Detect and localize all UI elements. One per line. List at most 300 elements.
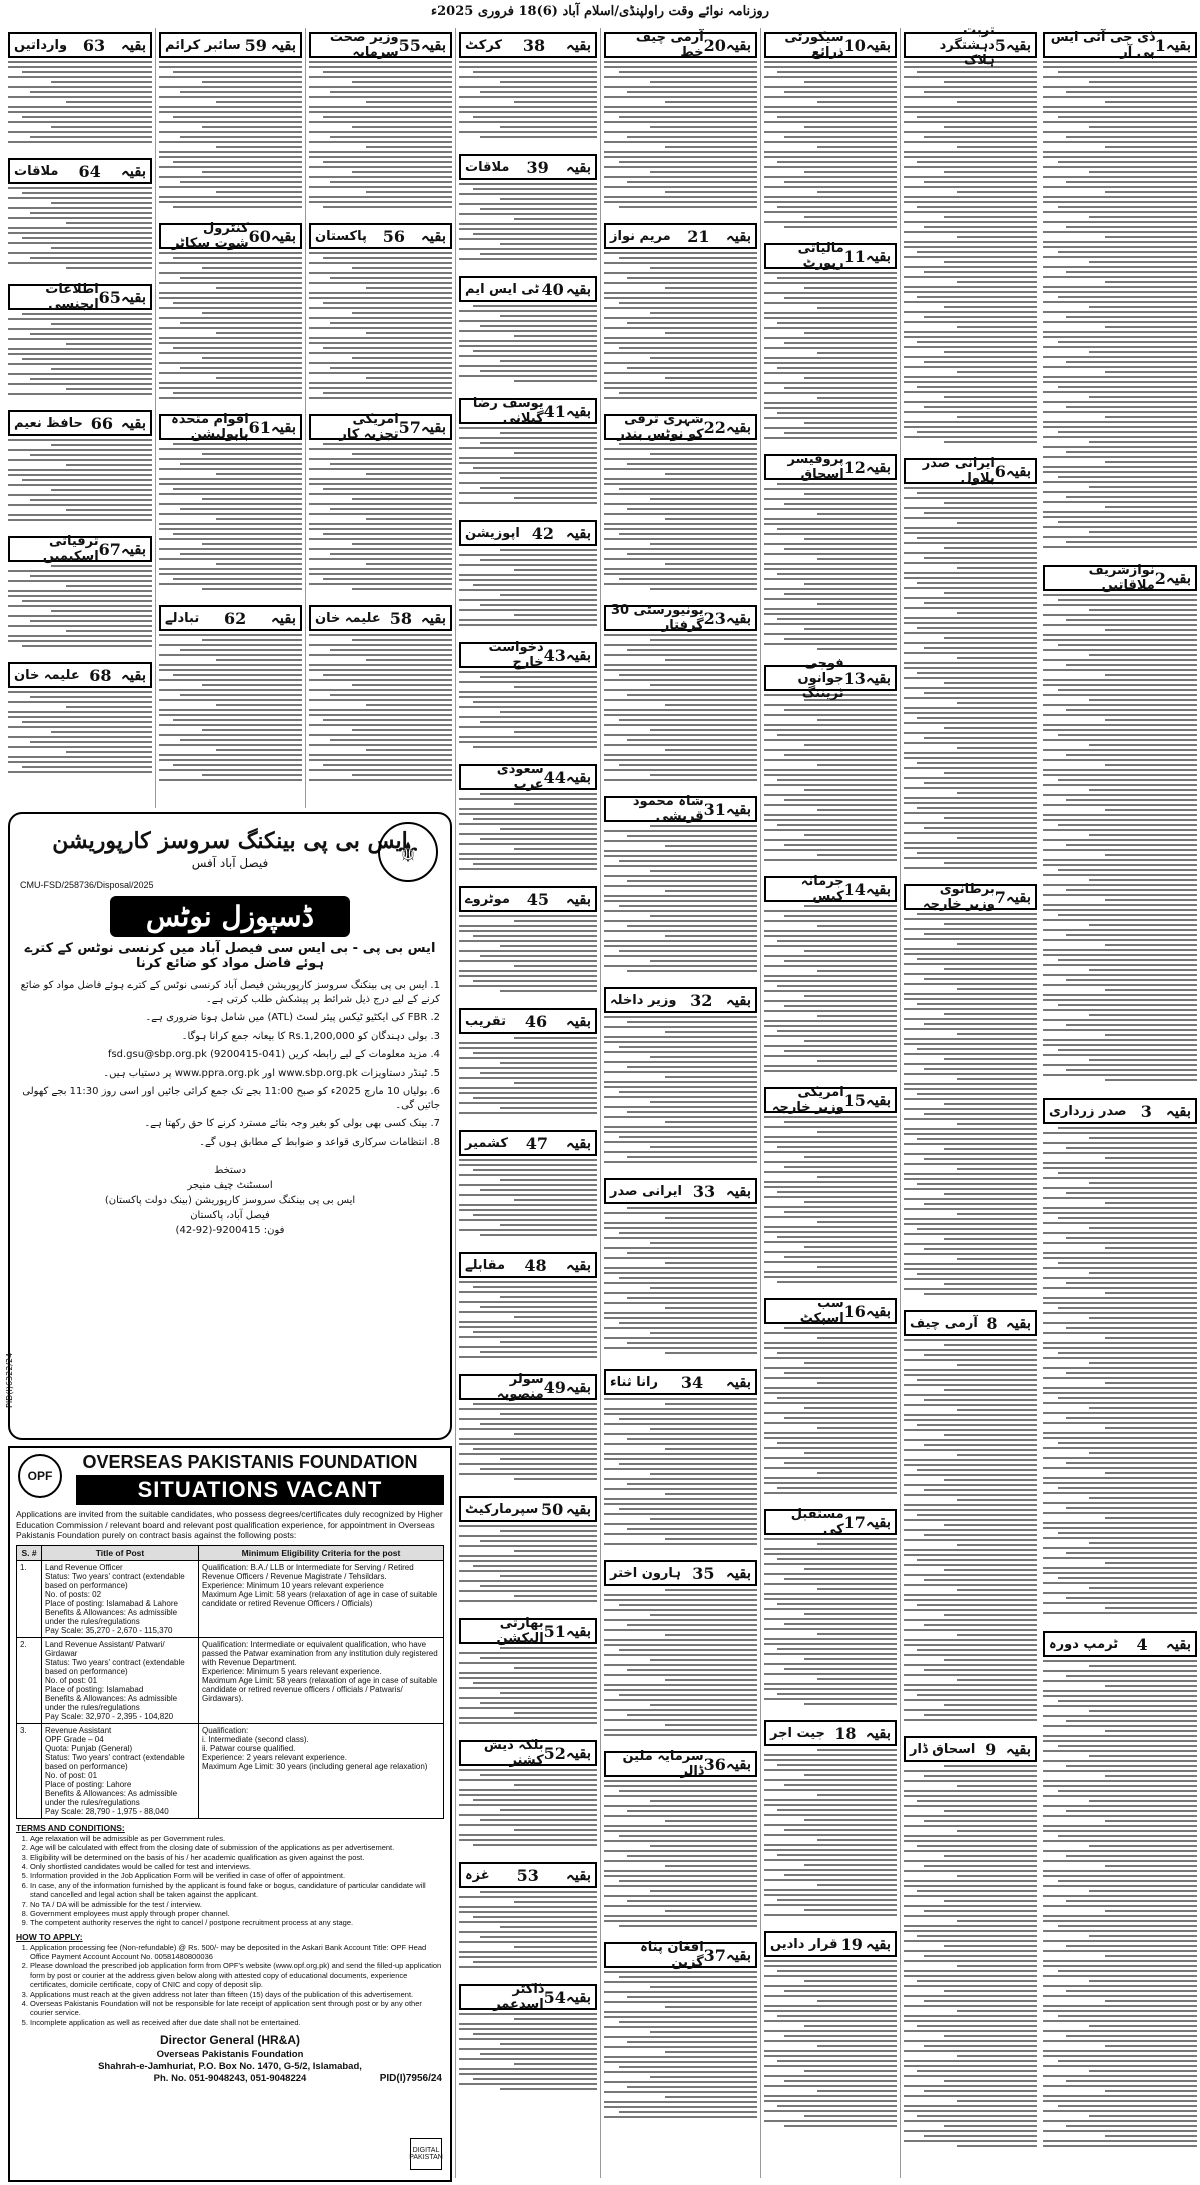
text-line <box>473 1286 597 1288</box>
text-line <box>173 392 302 394</box>
text-line <box>514 965 597 967</box>
text-line <box>1066 1237 1197 1239</box>
text-line <box>604 61 757 63</box>
text-line <box>627 1996 757 1998</box>
news-item-header <box>459 1252 597 1278</box>
news-item-title: شہری ترقی کو نوٹس بندر <box>617 412 704 442</box>
text-line <box>904 507 1037 509</box>
text-line <box>817 2045 897 2047</box>
text-line <box>1058 644 1197 646</box>
text-line <box>1043 1527 1197 1529</box>
text-line <box>764 1181 897 1183</box>
text-line <box>459 1087 597 1089</box>
text-line <box>1105 146 1197 148</box>
text-line <box>459 1707 597 1709</box>
text-line <box>604 644 757 646</box>
text-line <box>202 729 302 731</box>
text-line <box>904 993 1037 995</box>
text-line <box>1043 954 1197 956</box>
text-line <box>604 151 757 153</box>
text-line <box>323 719 452 721</box>
text-line <box>1105 1607 1197 1609</box>
baqiya-label: بقیہ <box>565 1378 591 1396</box>
text-line <box>764 201 897 203</box>
text-line <box>159 689 302 691</box>
text-line <box>804 950 897 952</box>
text-line <box>627 553 757 555</box>
text-line <box>473 1169 597 1171</box>
text-line <box>309 779 452 781</box>
text-line <box>604 1151 757 1153</box>
news-item-body <box>459 427 597 504</box>
text-line <box>917 1424 1037 1426</box>
text-line <box>8 111 152 113</box>
text-line <box>1089 924 1197 926</box>
text-line <box>627 1624 757 1626</box>
text-line <box>1043 76 1197 78</box>
text-line <box>159 724 302 726</box>
text-line <box>764 76 897 78</box>
text-line <box>459 696 597 698</box>
text-line <box>1089 1800 1197 1802</box>
text-line <box>904 1664 1037 1666</box>
text-line <box>309 121 452 123</box>
text-line <box>159 538 302 540</box>
text-line <box>330 463 452 465</box>
text-line <box>604 1805 757 1807</box>
text-line <box>1105 1820 1197 1822</box>
text-line <box>904 1369 1037 1371</box>
text-line <box>1105 854 1197 856</box>
text-line <box>309 548 452 550</box>
text-line <box>216 287 302 289</box>
news-item-header <box>8 662 152 688</box>
text-line <box>51 126 152 128</box>
text-line <box>904 1233 1037 1235</box>
text-line <box>784 1990 897 1992</box>
text-line <box>1043 141 1197 143</box>
text-line <box>514 803 597 805</box>
text-line <box>480 1657 597 1659</box>
text-line <box>904 542 1037 544</box>
news-item <box>904 884 1037 1304</box>
text-line <box>917 1469 1037 1471</box>
text-line <box>309 282 452 284</box>
text-line <box>604 2091 757 2093</box>
news-item-body <box>604 61 757 208</box>
news-item-number: 38 <box>522 35 546 55</box>
text-line <box>500 1179 597 1181</box>
text-line <box>917 2025 1037 2027</box>
text-line <box>904 1263 1037 1265</box>
text-line <box>323 302 452 304</box>
news-item-number: 56 <box>382 226 406 246</box>
text-line <box>1043 331 1197 333</box>
text-line <box>1089 171 1197 173</box>
news-item-header <box>604 414 757 440</box>
text-line <box>459 813 597 815</box>
text-line <box>22 237 152 239</box>
text-line <box>627 1252 757 1254</box>
news-item-number: 68 <box>89 665 112 685</box>
list-item: 5. Incomplete application as well as received after due date shall not be entertained. <box>30 2018 444 2027</box>
text-line <box>309 96 452 98</box>
text-line <box>500 81 597 83</box>
text-line <box>8 131 152 133</box>
text-line <box>627 2086 757 2088</box>
baqiya-label: بقیہ <box>865 458 891 476</box>
text-line <box>8 771 152 773</box>
text-line <box>309 292 452 294</box>
text-line <box>459 1956 597 1958</box>
text-line <box>473 233 597 235</box>
text-line <box>944 1990 1037 1992</box>
text-line <box>459 1077 597 1079</box>
text-line <box>944 1704 1037 1706</box>
news-item-body <box>1043 61 1197 548</box>
text-line <box>1089 1845 1197 1847</box>
text-line <box>665 749 757 751</box>
news-item <box>764 454 897 659</box>
news-item-title: جیت اجر <box>770 1725 825 1741</box>
text-line <box>1043 909 1197 911</box>
text-line <box>473 116 597 118</box>
news-item-header <box>764 1298 897 1324</box>
text-line <box>904 1018 1037 1020</box>
text-line <box>665 1307 757 1309</box>
opf-logo-icon: OPF <box>18 1454 62 1498</box>
text-line <box>459 1839 597 1841</box>
text-line <box>817 925 897 927</box>
text-line <box>459 930 597 932</box>
row-criteria: Qualification: i. Intermediate (second class). ii. Patwar course qualified. Experience: 2 years relevant experience. Maximum Age Limit: 30 years (including general age relaxation) <box>199 1723 444 1818</box>
text-line <box>1043 1287 1197 1289</box>
text-line <box>352 126 452 128</box>
text-line <box>619 443 757 445</box>
text-line <box>804 126 897 128</box>
text-line <box>904 842 1037 844</box>
text-line <box>8 61 152 63</box>
news-item-number: 47 <box>525 1133 549 1153</box>
text-line <box>904 131 1037 133</box>
text-line <box>323 392 452 394</box>
text-line <box>944 1193 1037 1195</box>
news-item-header <box>604 1942 757 1968</box>
text-line <box>1043 2005 1197 2007</box>
text-line <box>1043 151 1197 153</box>
text-line <box>1043 1547 1197 1549</box>
text-line <box>817 1427 897 1429</box>
text-line <box>604 1131 757 1133</box>
text-line <box>1066 2035 1197 2037</box>
news-item-number: 8 <box>986 1313 998 1333</box>
text-line <box>1043 1572 1197 1574</box>
text-line <box>784 1784 897 1786</box>
text-line <box>1043 1512 1197 1514</box>
text-line <box>459 915 597 917</box>
text-line <box>159 513 302 515</box>
text-line <box>904 241 1037 243</box>
news-item-title: سائبر کرائم <box>165 37 241 53</box>
text-line <box>1043 1780 1197 1782</box>
text-line <box>957 943 1037 945</box>
text-line <box>352 729 452 731</box>
text-line <box>459 213 597 215</box>
text-line <box>330 136 452 138</box>
text-line <box>665 101 757 103</box>
text-line <box>764 1879 897 1881</box>
text-line <box>1043 241 1197 243</box>
text-line <box>804 1658 897 1660</box>
text-line <box>459 681 597 683</box>
text-line <box>323 488 452 490</box>
text-line <box>173 533 302 535</box>
text-line <box>1043 1502 1197 1504</box>
text-line <box>924 1865 1037 1867</box>
text-line <box>764 176 897 178</box>
text-line <box>480 1189 597 1191</box>
text-line <box>904 286 1037 288</box>
text-line <box>459 1672 597 1674</box>
text-line <box>1058 1532 1197 1534</box>
text-line <box>309 252 452 254</box>
text-line <box>604 2106 757 2108</box>
text-line <box>1105 1562 1197 1564</box>
news-item-body <box>309 634 452 781</box>
text-line <box>159 458 302 460</box>
text-line <box>1043 1690 1197 1692</box>
text-line <box>8 338 152 340</box>
text-line <box>604 292 757 294</box>
text-line <box>473 1799 597 1801</box>
text-line <box>764 2100 897 2102</box>
baqiya-label: بقیہ <box>725 227 751 245</box>
text-line <box>1105 1337 1197 1339</box>
text-line <box>917 672 1037 674</box>
text-line <box>459 1814 597 1816</box>
text-line <box>1043 291 1197 293</box>
news-item-body <box>604 1016 757 1163</box>
text-line <box>764 608 897 610</box>
text-line <box>650 1518 757 1520</box>
text-line <box>944 727 1037 729</box>
news-item-number: 11 <box>843 246 866 266</box>
text-line <box>627 277 757 279</box>
text-line <box>309 744 452 746</box>
text-line <box>30 499 152 501</box>
text-line <box>604 955 757 957</box>
text-line <box>1043 286 1197 288</box>
text-line <box>904 562 1037 564</box>
news-item-number: 55 <box>398 35 421 55</box>
text-line <box>514 2018 597 2020</box>
text-line <box>904 1709 1037 1711</box>
text-line <box>1058 689 1197 691</box>
news-item-title: افغان پناہ گزین <box>640 1940 704 1970</box>
news-item-body <box>8 691 152 773</box>
news-item-header <box>459 1496 597 1522</box>
text-line <box>459 320 597 322</box>
text-line <box>309 196 452 198</box>
news-item-body <box>309 252 452 399</box>
text-line <box>459 258 597 260</box>
text-line <box>604 654 757 656</box>
text-line <box>459 1545 597 1547</box>
text-line <box>904 983 1037 985</box>
text-line <box>764 1643 897 1645</box>
text-line <box>309 468 452 470</box>
text-line <box>159 387 302 389</box>
text-line <box>66 706 152 708</box>
text-line <box>330 91 452 93</box>
news-item <box>8 536 152 656</box>
news-item-number: 36 <box>703 1754 726 1774</box>
text-line <box>459 1535 597 1537</box>
text-line <box>904 1008 1037 1010</box>
column-c5 <box>455 28 600 2178</box>
text-line <box>1043 1840 1197 1842</box>
text-line <box>604 1222 757 1224</box>
text-line <box>904 572 1037 574</box>
text-line <box>459 940 597 942</box>
news-item-title: سرمایہ ملین ڈالر <box>622 1749 704 1779</box>
text-line <box>764 1789 897 1791</box>
text-line <box>604 895 757 897</box>
text-line <box>784 1050 897 1052</box>
text-line <box>904 998 1037 1000</box>
text-line <box>8 217 152 219</box>
text-line <box>1066 1372 1197 1374</box>
text-line <box>1043 1437 1197 1439</box>
text-line <box>604 1408 757 1410</box>
text-line <box>777 2015 897 2017</box>
text-line <box>784 960 897 962</box>
text-line <box>459 1560 597 1562</box>
text-line <box>604 1543 757 1545</box>
text-line <box>904 1449 1037 1451</box>
text-line <box>619 860 757 862</box>
text-line <box>604 558 757 560</box>
text-line <box>604 1433 757 1435</box>
baqiya-label: بقیہ <box>120 540 146 558</box>
text-line <box>627 181 757 183</box>
text-line <box>764 2085 897 2087</box>
text-line <box>764 1583 897 1585</box>
text-line <box>1043 1740 1197 1742</box>
news-item-number: 14 <box>843 879 866 899</box>
text-line <box>1043 446 1197 448</box>
text-line <box>764 1377 897 1379</box>
text-line <box>665 473 757 475</box>
text-line <box>1043 1432 1197 1434</box>
digital-pakistan-logo: DIGITAL PAKISTAN <box>410 2138 442 2170</box>
text-line <box>514 686 597 688</box>
baqiya-label: بقیہ <box>565 646 591 664</box>
news-item-body <box>904 1339 1037 1721</box>
text-line <box>459 248 597 250</box>
text-line <box>459 345 597 347</box>
text-line <box>1043 1197 1197 1199</box>
text-line <box>66 751 152 753</box>
text-line <box>1043 804 1197 806</box>
news-item-title: شاہ محمود قریشی <box>632 794 704 824</box>
text-line <box>665 377 757 379</box>
text-line <box>1043 669 1197 671</box>
text-line <box>917 1890 1037 1892</box>
text-line <box>216 332 302 334</box>
text-line <box>904 577 1037 579</box>
text-line <box>627 1528 757 1530</box>
text-line <box>51 247 152 249</box>
text-line <box>459 1769 597 1771</box>
text-line <box>917 386 1037 388</box>
text-line <box>804 422 897 424</box>
text-line <box>764 196 897 198</box>
text-line <box>1043 1795 1197 1797</box>
text-line <box>665 191 757 193</box>
text-line <box>924 2135 1037 2137</box>
text-line <box>764 1126 897 1128</box>
news-item-body <box>459 549 597 626</box>
text-line <box>764 1683 897 1685</box>
text-line <box>366 563 452 565</box>
text-line <box>764 794 897 796</box>
text-line <box>784 1668 897 1670</box>
text-line <box>480 1423 597 1425</box>
text-line <box>330 739 452 741</box>
text-line <box>777 412 897 414</box>
text-line <box>904 311 1037 313</box>
text-line <box>159 573 302 575</box>
news-item-body <box>459 2013 597 2090</box>
news-item <box>604 1369 757 1554</box>
text-line <box>8 746 152 748</box>
text-line <box>1066 1675 1197 1677</box>
text-line <box>604 1825 757 1827</box>
text-line <box>604 1302 757 1304</box>
text-line <box>159 699 302 701</box>
text-line <box>459 808 597 810</box>
text-line <box>627 1066 757 1068</box>
text-line <box>904 1108 1037 1110</box>
text-line <box>1043 1670 1197 1672</box>
news-item-title: ٹرمپ دورہ <box>1049 1636 1119 1652</box>
text-line <box>480 253 597 255</box>
text-line <box>904 662 1037 664</box>
news-item-header <box>159 605 302 631</box>
text-line <box>904 1795 1037 1797</box>
news-item-title: ٹی ایس ایم <box>465 281 540 297</box>
news-item-body <box>309 443 452 590</box>
text-line <box>764 508 897 510</box>
text-line <box>159 654 302 656</box>
text-line <box>1043 186 1197 188</box>
text-line <box>500 360 597 362</box>
text-line <box>459 1722 597 1724</box>
baqiya-label: بقیہ <box>565 1134 591 1152</box>
news-item-title: جرمانہ کیس <box>800 874 844 904</box>
news-item-body <box>764 905 897 1072</box>
text-line <box>309 166 452 168</box>
text-line <box>764 1387 897 1389</box>
news-item-body <box>309 61 452 208</box>
text-line <box>777 734 897 736</box>
news-item-number: 60 <box>248 226 271 246</box>
text-line <box>650 825 757 827</box>
text-line <box>459 1525 597 1527</box>
text-line <box>764 1402 897 1404</box>
text-line <box>459 833 597 835</box>
